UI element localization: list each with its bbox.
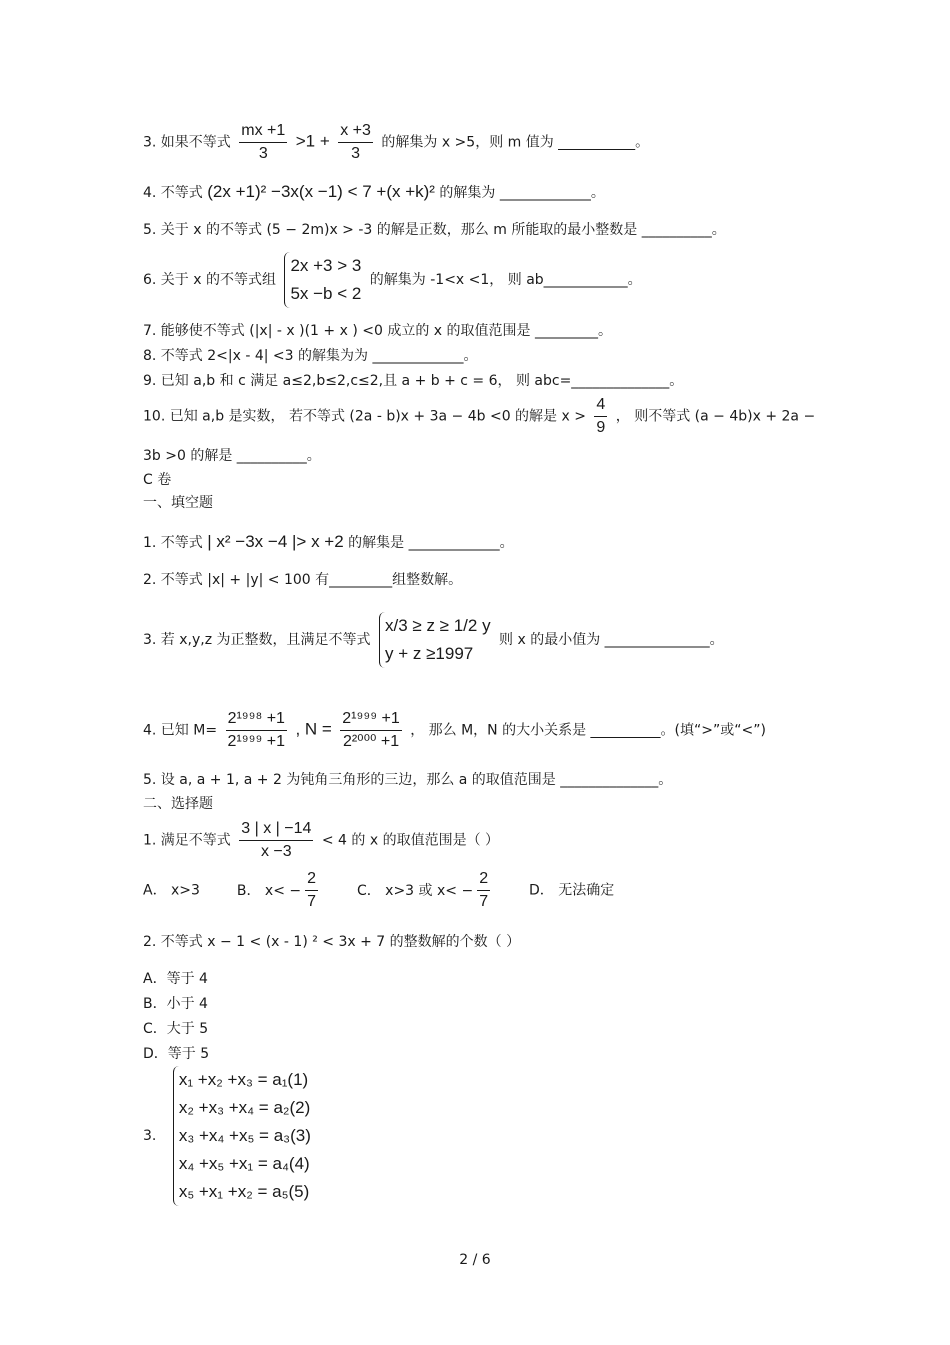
- option-a: A．等于 4: [143, 971, 208, 987]
- option-c: C．大于 5: [143, 1021, 209, 1037]
- option-c: C． x>3 或 x< − $\frac{2}{7}$: [357, 883, 494, 899]
- problem-b6: 6. 关于 x 的不等式组 2x +3 > 3 5x −b < 2 的解集为 -1<x <1， 则 ab____________。: [143, 252, 642, 308]
- problem-c4: 4. 已知 M= $\frac{\text{2¹⁹⁹⁸ +1}}{\text{2¹⁹⁹⁹ +1}}$ , N = $\frac{\text{2¹⁹⁹⁹ +1}}{\text{2²⁰⁰⁰ +1}}$ ， 那么 M，N 的大小关系是 __________。(填“>”或“<”): [143, 708, 766, 753]
- options-s1: [143, 868, 614, 913]
- problem-c2: 2. 不等式 |x| + |y| < 100 有_________组整数解。: [143, 572, 463, 588]
- option-a: A． x>3: [143, 882, 200, 899]
- problem-b4: 4. 不等式 (2x +1)² −3x(x −1) < 7 +(x +k)² 的解集为 _____________。: [143, 182, 605, 201]
- inequality-system: x/3 ≥ z ≥ 1/2 y y + z ≥1997: [379, 612, 491, 668]
- problem-b5: 5. 关于 x 的不等式 (5 − 2m)x > -3 的解是正数，那么 m 所能取的最小整数是 __________。: [143, 222, 726, 238]
- problem-b10-continued: 3b >0 的解是 __________。: [143, 448, 321, 464]
- equation-system: x₁ +x₂ +x₃ = a₁(1) x₂ +x₃ +x₄ = a₂(2) x₃ +x₄ +x₅ = a₃(3) x₄ +x₅ +x₁ = a₄(4) x₅ +x₁ +x₂ = a₅(5): [173, 1066, 311, 1206]
- problem-c1: 1. 不等式 | x² −3x −4 |> x +2 的解集是 _____________。: [143, 532, 514, 551]
- fraction: $\frac{2}{7}$: [479, 870, 489, 910]
- problem-c3: 3. 若 x,y,z 为正整数，且满足不等式 x/3 ≥ z ≥ 1/2 y y + z ≥1997 则 x 的最小值为 _______________。: [143, 612, 724, 668]
- problem-b8: 8. 不等式 2<|x - 4| <3 的解集为为 _____________。: [143, 348, 478, 364]
- section-title: C 卷: [143, 472, 172, 488]
- section-heading: 二、选择题: [143, 796, 213, 812]
- problem-s2: 2. 不等式 x − 1 < (x - 1) ² < 3x + 7 的整数解的个数（ ）: [143, 934, 521, 950]
- page-number: 2 / 6: [459, 1252, 491, 1268]
- option-d: D．等于 5: [143, 1046, 210, 1062]
- problem-b3: 3. 如果不等式 $\frac{mx +1}{3}$ >1 + $\frac{x +3}{3}$ 的解集为 x >5，则 m 值为 ___________。: [143, 120, 649, 165]
- problem-s1: 1. 满足不等式 $\frac{3 | x | -14}{x -3}$ < 4 的 x 的取值范围是（ ）: [143, 818, 499, 863]
- fraction: $\frac{x +3}{3}$: [340, 122, 371, 162]
- problem-b7: 7. 能够使不等式 (|x| - x )(1 + x ) <0 成立的 x 的取值范围是 _________。: [143, 323, 612, 339]
- option-d: D． 无法确定: [529, 882, 615, 899]
- fraction: $\frac{4}{9}$: [596, 396, 606, 436]
- option-b: B．小于 4: [143, 996, 208, 1012]
- fraction: $\frac{2}{7}$: [307, 870, 317, 910]
- fraction-n: $\frac{\text{2¹⁹⁹⁹ +1}}{\text{2²⁰⁰⁰ +1}}$: [342, 710, 400, 750]
- problem-b9: 9. 已知 a,b 和 c 满足 a≤2,b≤2,c≤2,且 a + b + c = 6， 则 abc=______________。: [143, 373, 684, 389]
- fraction: $\frac{3 | x | -14}{x -3}$: [241, 820, 312, 860]
- equation-system: 2x +3 > 3 5x −b < 2: [284, 252, 361, 308]
- section-heading: 一、填空题: [143, 495, 213, 511]
- fraction: $\frac{mx +1}{3}$: [241, 122, 286, 162]
- problem-c5: 5. 设 a, a + 1, a + 2 为钝角三角形的三边，那么 a 的取值范围是 ______________。: [143, 772, 673, 788]
- fraction-m: $\frac{\text{2¹⁹⁹⁸ +1}}{\text{2¹⁹⁹⁹ +1}}$: [227, 710, 285, 750]
- option-b: B． x< − $\frac{2}{7}$: [237, 883, 322, 899]
- problem-b10: 10. 已知 a,b 是实数， 若不等式 (2a - b)x + 3a − 4b <0 的解是 x > $\frac{4}{9}$ ， 则不等式 (a − 4b)x + 2a −: [143, 394, 815, 439]
- problem-s3: 3. x₁ +x₂ +x₃ = a₁(1) x₂ +x₃ +x₄ = a₂(2) x₃ +x₄ +x₅ = a₃(3) x₄ +x₅ +x₁ = a₄(4) x₅ +x₁ +x₂ = a₅(5): [143, 1066, 315, 1206]
